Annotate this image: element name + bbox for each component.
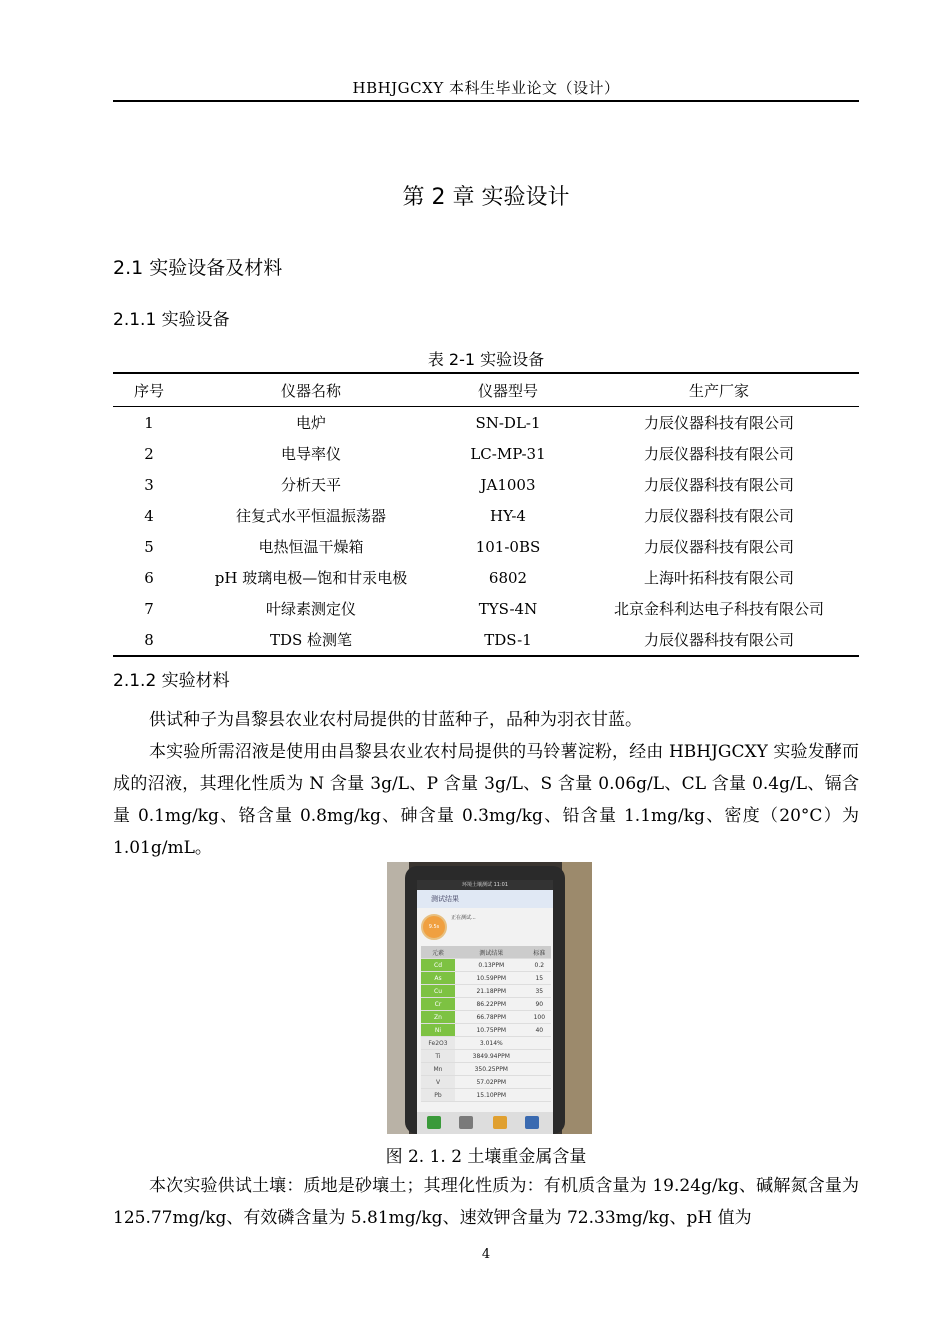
value-cell: 3.014% [455, 1037, 528, 1050]
cell-manufacturer: 力辰仪器科技有限公司 [643, 476, 794, 494]
results-row [421, 1089, 551, 1102]
results-row [421, 1011, 551, 1024]
results-row [421, 998, 551, 1011]
results-row [421, 1024, 551, 1037]
value-cell: 21.18PPM [455, 985, 528, 998]
cell-name: 分析天平 [280, 476, 341, 494]
figure-photo-xrf-analyzer [387, 862, 592, 1134]
photo-background-right [562, 862, 592, 1134]
results-row [421, 1076, 551, 1089]
cell-model: JA1003 [480, 475, 536, 494]
element-cell: Zn [421, 1011, 455, 1024]
table-row [113, 407, 859, 439]
table-row [113, 500, 859, 531]
element-cell: As [421, 972, 455, 985]
page-number: 4 [481, 1247, 491, 1262]
cell-index: 2 [144, 444, 154, 463]
cell-model: TYS-4N [478, 599, 538, 618]
cell-name: 电炉 [295, 414, 326, 432]
chapter-title: 第 2 章 实验设计 [402, 185, 570, 210]
results-row [421, 1050, 551, 1063]
value-cell: 0.13PPM [455, 959, 528, 972]
cell-manufacturer: 北京金科利达电子科技有限公司 [613, 600, 824, 618]
screen-title: 测试结果 [417, 890, 553, 908]
col-header-name: 仪器名称 [185, 373, 437, 407]
report-icon [459, 1116, 473, 1129]
section-heading: 2.1 实验设备及材料 [113, 257, 283, 279]
table-row [113, 438, 859, 469]
element-cell: Cd [421, 959, 455, 972]
results-col-value: 测试结果 [455, 946, 528, 959]
equipment-table [113, 372, 859, 657]
cell-manufacturer: 力辰仪器科技有限公司 [643, 414, 794, 432]
screen-status-bar: 环境土壤测试 11:01 [417, 880, 553, 890]
results-row [421, 1037, 551, 1050]
cell-index: 1 [144, 413, 154, 432]
results-col-standard: 标准 [528, 946, 551, 959]
cell-manufacturer: 力辰仪器科技有限公司 [579, 624, 859, 656]
standard-cell: 0.2 [528, 959, 551, 972]
col-header-model: 仪器型号 [437, 373, 579, 407]
value-cell: 3849.94PPM [455, 1050, 528, 1063]
element-cell: Ni [421, 1024, 455, 1037]
running-header: HBHJGCXY 本科生毕业论文（设计） [352, 79, 620, 97]
figure-caption: 图 2. 1. 2 土壤重金属含量 [385, 1147, 587, 1167]
element-cell: Cr [421, 998, 455, 1011]
element-cell: Pb [421, 1089, 455, 1102]
header-rule [113, 100, 859, 102]
cell-index: 5 [144, 537, 154, 556]
home-icon [427, 1116, 441, 1129]
paragraph-seeds: 供试种子为昌黎县农业农村局提供的甘蓝种子，品种为羽衣甘蓝。 [149, 710, 642, 730]
value-cell: 15.10PPM [455, 1089, 528, 1102]
cell-index: 4 [144, 506, 154, 525]
table-row [113, 531, 859, 562]
standard-cell [528, 1089, 551, 1102]
value-cell: 66.78PPM [455, 1011, 528, 1024]
cell-manufacturer: 力辰仪器科技有限公司 [643, 445, 794, 463]
results-header-row [421, 946, 551, 959]
table-row [113, 562, 859, 593]
cell-model: SN-DL-1 [475, 413, 541, 432]
table-caption: 表 2-1 实验设备 [427, 350, 545, 369]
table-row [113, 624, 859, 656]
cell-model: HY-4 [490, 506, 526, 525]
timer-gauge-icon: 9.5s [421, 914, 447, 940]
standard-cell: 100 [528, 1011, 551, 1024]
cell-manufacturer: 上海叶拓科技有限公司 [643, 569, 794, 587]
element-cell: Mn [421, 1063, 455, 1076]
value-cell: 86.22PPM [455, 998, 528, 1011]
paragraph-soil: 本次实验供试土壤：质地是砂壤土；其理化性质为：有机质含量为 19.24g/kg、碱解氮含量为 125.77mg/kg、有效磷含量为 5.81mg/kg、速效钾含量为 72.33mg/kg、pH 值为 [113, 1176, 859, 1228]
cell-index: 7 [144, 599, 154, 618]
element-cell: Cu [421, 985, 455, 998]
results-row [421, 1063, 551, 1076]
spectrum-icon [493, 1116, 507, 1129]
standard-cell [528, 1037, 551, 1050]
standard-cell [528, 1050, 551, 1063]
table-row [113, 593, 859, 624]
cell-name: TDS 检测笔 [185, 624, 437, 656]
cell-name: 叶绿素测定仪 [265, 600, 356, 618]
standard-cell: 90 [528, 998, 551, 1011]
results-row [421, 959, 551, 972]
screen-status-text: 正在测试... [451, 915, 476, 921]
bar-chart-icon [525, 1116, 539, 1129]
cell-name: pH 玻璃电极—饱和甘汞电极 [214, 569, 408, 587]
results-row [421, 972, 551, 985]
cell-model: LC-MP-31 [470, 444, 546, 463]
cell-model: 101-0BS [475, 537, 541, 556]
results-row [421, 985, 551, 998]
paragraph-biogas-slurry: 本实验所需沼液是使用由昌黎县农业农村局提供的马铃薯淀粉，经由 HBHJGCXY 实验发酵而成的沼液，其理化性质为 N 含量 3g/L、P 含量 3g/L、S 含量 0.06g/L、CL 含量 0.4g/L、镉含量 0.1mg/kg、铬含量 0.8mg/kg、砷含量 0.3mg/kg、铅含量 1.1mg/kg、密度（20°C）为 1.01g/mL。 [113, 742, 859, 858]
value-cell: 350.25PPM [455, 1063, 528, 1076]
standard-cell: 40 [528, 1024, 551, 1037]
results-grid [421, 946, 551, 1102]
cell-model: 6802 [488, 568, 528, 587]
cell-name: 往复式水平恒温振荡器 [235, 507, 386, 525]
analyzer-screen [417, 880, 553, 1134]
element-cell: Ti [421, 1050, 455, 1063]
results-col-element: 元素 [421, 946, 455, 959]
value-cell: 57.02PPM [455, 1076, 528, 1089]
table-row [113, 469, 859, 500]
cell-model: TDS-1 [437, 624, 579, 656]
screen-dock [417, 1112, 553, 1134]
element-cell: V [421, 1076, 455, 1089]
cell-index: 3 [144, 475, 154, 494]
value-cell: 10.75PPM [455, 1024, 528, 1037]
col-header-index: 序号 [113, 373, 185, 407]
standard-cell: 35 [528, 985, 551, 998]
value-cell: 10.59PPM [455, 972, 528, 985]
standard-cell [528, 1063, 551, 1076]
cell-manufacturer: 力辰仪器科技有限公司 [643, 538, 794, 556]
cell-name: 电热恒温干燥箱 [258, 538, 364, 556]
cell-index: 8 [113, 624, 185, 656]
standard-cell [528, 1076, 551, 1089]
standard-cell: 15 [528, 972, 551, 985]
subsection-heading-materials: 2.1.2 实验材料 [113, 671, 230, 691]
subsection-heading-equipment: 2.1.1 实验设备 [113, 310, 230, 330]
cell-manufacturer: 力辰仪器科技有限公司 [643, 507, 794, 525]
cell-name: 电导率仪 [280, 445, 341, 463]
cell-index: 6 [144, 568, 154, 587]
table-header-row [113, 373, 859, 407]
col-header-manufacturer: 生产厂家 [579, 373, 859, 407]
element-cell: Fe2O3 [421, 1037, 455, 1050]
